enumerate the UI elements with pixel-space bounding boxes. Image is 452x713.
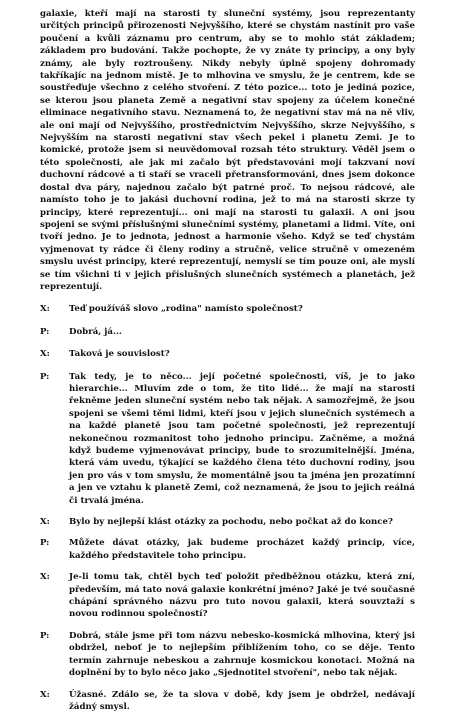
utterance: Tak tedy, je to něco... její početné společnosti, víš, je to jako hierarchie... Mluvím zde o tom, že tito lidé... že mají na starosti řekněme jeden sluneční systém nebo tak nějak. A samozřejmě, že jsou spojeni se všemi těmi lidmi, kteří jsou v jejich slunečních systémech a na každé planetě jsou tam početné společnosti, jež reprezentují nekonečnou rozmanitost toho jednoho principu. Začněme, a možná když budeme vyjmenovávat principy, bude to srozumitelnější. Jména, která vám uvedu, týkající se každého člena této duchovní rodiny, jsou jen pro vás v tom smyslu, že momentálně jsou ta jména jen prozatímní a jen ve vztahu k planetě Zemi, což neznamená, že jsou to jejich reálná či trvalá jména. bbox=[69, 371, 415, 507]
utterance: Bylo by nejlepší klást otázky za pochodu, nebo počkat až do konce? bbox=[69, 516, 415, 528]
dialogue-line bbox=[40, 326, 415, 338]
utterance: Teď používáš slovo „rodina" namísto společnost? bbox=[69, 303, 415, 315]
utterance: Můžete dávat otázky, jak budeme procházet každý princip, více, každého představitele toho principu. bbox=[69, 537, 415, 562]
dialogue-line bbox=[40, 348, 415, 360]
dialogue-line bbox=[40, 537, 415, 562]
speaker-label: X: bbox=[40, 516, 69, 528]
speaker-label: P: bbox=[40, 326, 69, 338]
speaker-label: X: bbox=[40, 689, 69, 701]
utterance: Dobrá, stále jsme při tom názvu nebesko-kosmická mlhovina, který jsi obdržel, neboť je to nejlepším přiblížením toho, co se děje. Tento termín zahrnuje nebeskou a zahrnuje kosmickou konotaci. Možná na doplnění by to bylo něco jako „Sjednotitel stvoření", nebo tak nějak. bbox=[69, 630, 415, 680]
speaker-label: X: bbox=[40, 303, 69, 315]
dialogue-line bbox=[40, 516, 415, 528]
speaker-label: X: bbox=[40, 571, 69, 583]
dialogue-line bbox=[40, 571, 415, 621]
speaker-label: P: bbox=[40, 630, 69, 642]
utterance: Úžasné. Zdálo se, že ta slova v době, kdy jsem je obdržel, nedávají žádný smysl. bbox=[69, 689, 415, 713]
dialogue-line bbox=[40, 371, 415, 507]
speaker-label: P: bbox=[40, 537, 69, 549]
speaker-label: P: bbox=[40, 371, 69, 383]
dialogue-line bbox=[40, 303, 415, 315]
dialogue-line bbox=[40, 689, 415, 713]
intro-paragraph: galaxie, kteří mají na starosti ty sluneční systémy, jsou reprezentanty určitých principů přirozenosti Nejvyššího, které se chystám nastínit pro vaše poučení a kvůli záznamu pro centrum, aby se to mohlo stát základem; základem pro budování. Takže pochopte, že vy znáte ty principy, a ony byly známy, ale byly roztroušeny. Nikdy nebyly úplně spojeny dohromady takříkajíc na jednom místě. Je to mlhovina ve smyslu, že je centrem, kde se soustřeďuje všechno z celého stvoření. Z této pozice... toto je jediná pozice, se kterou jsou planeta Země a negativní stav spojeny za účelem konečné eliminace negativního stavu. Neznamená to, že negativní stav má na ně vliv, ale oni mají od Nejvyššího, prostřednictvím Nejvyššího, skrze Nejvyššího, s Nejvyšším na starosti negativní stav všech pekel i planetu Zemi. Je to komické, protože jsem si neuvědomoval rozsah této struktury. Věděl jsem o této společnosti, ale jak mi začalo být představováni mojí takzvaní noví duchovní rádcové a ti staří se vraceli přetransformováni, dnes jsem dokonce dostal dva páry, najednou začalo být patrné proč. To nejsou rádcové, ale namísto toho je to jakási duchovní rodina, jež to má na starosti skrze ty principy, které reprezentují... oni mají na starosti tu galaxii. A oni jsou spojeni se svými příslušnými slunečními systémy, planetami a lidmi. Víte, oni tvoří jedno. Je to jednota, jednost a harmonie všeho. Když se teď chystám vyjmenovat ty rádce či členy rodiny a stručně, velice stručně v omezeném smyslu uvést principy, které reprezentují, nemyslí se tím pouze oni, ale myslí se tím všichni ti v jejich příslušných slunečních systémech a planetách, jež reprezentují. bbox=[40, 8, 415, 293]
dialogue-line bbox=[40, 630, 415, 680]
utterance: Dobrá, já... bbox=[69, 326, 415, 338]
utterance: Taková je souvislost? bbox=[69, 348, 415, 360]
speaker-label: X: bbox=[40, 348, 69, 360]
utterance: Je-li tomu tak, chtěl bych teď položit předběžnou otázku, která zní, především, má tato nová galaxie konkrétní jméno? Jaké je tvé současné chápání správného názvu pro tuto novou galaxii, která souvztaží s novou rodinnou společností? bbox=[69, 571, 415, 621]
